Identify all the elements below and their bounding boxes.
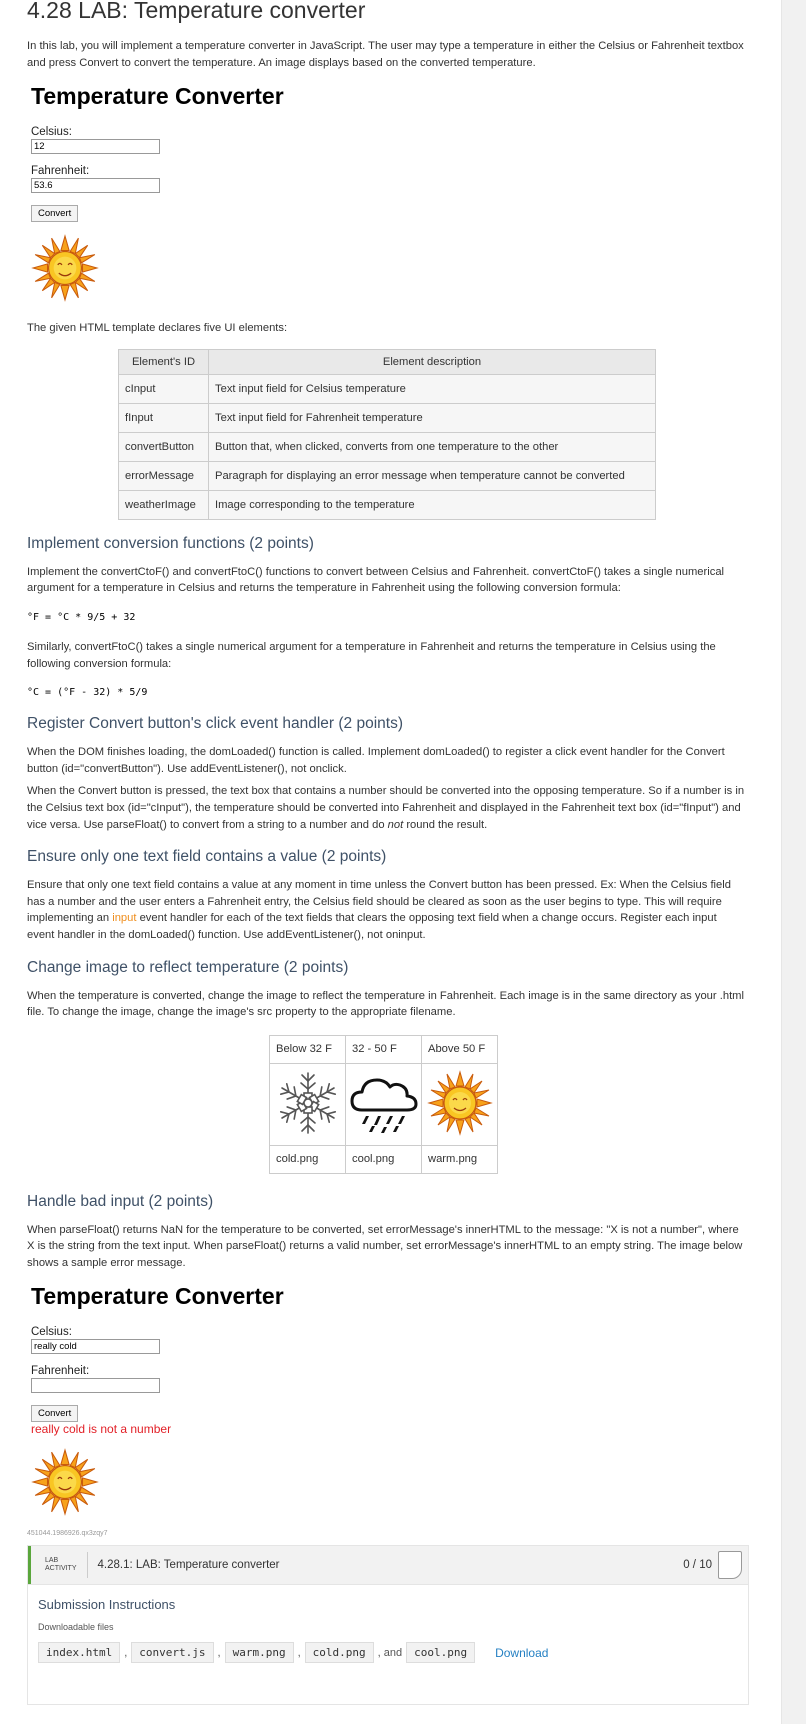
table-row bbox=[119, 490, 656, 519]
click-text-emphasis: not bbox=[387, 818, 404, 831]
fahrenheit-input[interactable] bbox=[31, 1378, 160, 1393]
file-chip: warm.png bbox=[225, 1642, 294, 1663]
image-paragraph: When the temperature is converted, change the image to reflect the temperature in Fahrenheit. Each image is in the same directory as your .html file. To change the image, change the image's src property to the appropriate filename. bbox=[27, 989, 744, 1019]
content-id: 451044.1986926.qx3zqy7 bbox=[27, 1530, 108, 1538]
formula-f-to-c: °C = (°F - 32) * 5/9 bbox=[27, 687, 148, 699]
fahrenheit-label: Fahrenheit: bbox=[31, 165, 90, 178]
lab-activity-name: 4.28.1: LAB: Temperature converter bbox=[97, 1559, 280, 1572]
click-text-c: round the result. bbox=[403, 818, 488, 831]
sun-icon bbox=[31, 1448, 99, 1516]
score-badge-icon bbox=[718, 1551, 742, 1579]
file-chip: convert.js bbox=[131, 1642, 213, 1663]
warm-image-cell bbox=[422, 1063, 498, 1145]
file-cool: cool.png bbox=[346, 1145, 422, 1173]
element-desc: Paragraph for displaying an error message when temperature cannot be converted bbox=[209, 461, 656, 490]
downloadable-files-label: Downloadable files bbox=[38, 1622, 114, 1633]
bad-input-paragraph: When parseFloat() returns NaN for the temperature to be converted, set errorMessage's innerHTML to the message: "X is not a number", where X is the string from the text input. When parseFloat() returns a valid number, set errorMessage's innerHTML to an empty string. The image below shows a sample error message. bbox=[27, 1223, 743, 1269]
lab-activity-tag bbox=[31, 1552, 88, 1578]
convert-button[interactable]: Convert bbox=[31, 205, 78, 222]
lab-tag-line-2: ACTIVITY bbox=[45, 1565, 77, 1573]
range-32-50: 32 - 50 F bbox=[346, 1035, 422, 1063]
intro-paragraph: In this lab, you will implement a temperature converter in JavaScript. The user may type a temperature in either the Celsius or Fahrenheit textbox and press Convert to convert the temperature. An image displays based on the converted temperature. bbox=[27, 40, 744, 69]
converter-demo-1 bbox=[27, 77, 747, 306]
celsius-label: Celsius: bbox=[31, 1326, 72, 1339]
celsius-label: Celsius: bbox=[31, 126, 72, 139]
one-field-paragraph bbox=[27, 877, 747, 943]
convert-button[interactable]: Convert bbox=[31, 1405, 78, 1422]
sun-icon bbox=[31, 234, 99, 302]
section-heading-one-field: Ensure only one text field contains a value (2 points) bbox=[27, 848, 387, 866]
file-separator: , bbox=[124, 1646, 128, 1659]
download-link[interactable]: Download bbox=[495, 1645, 549, 1660]
range-below-32: Below 32 F bbox=[270, 1035, 346, 1063]
snowflake-icon bbox=[273, 1068, 343, 1138]
page-title: 4.28 LAB: Temperature converter bbox=[27, 0, 366, 23]
element-id: convertButton bbox=[119, 432, 209, 461]
rain-cloud-icon bbox=[348, 1070, 420, 1136]
click-handler-paragraph-2 bbox=[27, 783, 747, 833]
click-handler-paragraph-1: When the DOM finishes loading, the domLoaded() function is called. Implement domLoaded() to register a click event handler for the Convert button (id="convertButton"). Use addEventListener(), not onclick. bbox=[27, 746, 725, 775]
file-warm: warm.png bbox=[422, 1145, 498, 1173]
cool-image-cell bbox=[346, 1063, 422, 1145]
element-desc: Text input field for Fahrenheit temperature bbox=[209, 403, 656, 432]
table-header-desc: Element description bbox=[209, 349, 656, 374]
section-heading-bad-input: Handle bad input (2 points) bbox=[27, 1192, 214, 1210]
demo-heading: Temperature Converter bbox=[31, 1283, 284, 1310]
scrollbar[interactable] bbox=[781, 0, 806, 1724]
sun-icon bbox=[427, 1070, 493, 1136]
file-chip: cold.png bbox=[305, 1642, 374, 1663]
section-heading-click-handler: Register Convert button's click event handler (2 points) bbox=[27, 715, 404, 733]
lab-activity-header bbox=[28, 1546, 748, 1584]
section-heading-conversion: Implement conversion functions (2 points) bbox=[27, 534, 314, 552]
file-chip: cool.png bbox=[406, 1642, 475, 1663]
one-field-text-c: event handler for each of the text fields that clears the opposing text field when a change occurs. Register each input event handler in the domLoaded() function. Use addEventListener(), not oninput. bbox=[27, 912, 717, 941]
file-cold: cold.png bbox=[270, 1145, 346, 1173]
elements-table bbox=[118, 349, 656, 520]
file-separator: , bbox=[297, 1646, 301, 1659]
image-table bbox=[269, 1035, 498, 1174]
file-separator: , bbox=[217, 1646, 221, 1659]
lab-activity bbox=[27, 1545, 749, 1705]
table-header-id: Element's ID bbox=[119, 349, 209, 374]
lab-page bbox=[27, 0, 747, 1705]
element-desc: Text input field for Celsius temperature bbox=[209, 374, 656, 403]
fahrenheit-label: Fahrenheit: bbox=[31, 1365, 90, 1378]
celsius-input[interactable]: really cold bbox=[31, 1339, 160, 1354]
element-id: cInput bbox=[119, 374, 209, 403]
conversion-paragraph-2: Similarly, convertFtoC() takes a single numerical argument for a temperature in Fahrenheit and returns the temperature in Celsius using the following conversion formula: bbox=[27, 640, 716, 670]
lab-tag-line-1: LAB bbox=[45, 1557, 59, 1565]
demo-heading: Temperature Converter bbox=[31, 83, 284, 110]
image-table-pictures bbox=[270, 1063, 498, 1145]
table-row bbox=[119, 403, 656, 432]
elements-intro: The given HTML template declares five UI elements: bbox=[27, 322, 288, 335]
section-heading-image: Change image to reflect temperature (2 points) bbox=[27, 958, 349, 976]
lab-score: 0 / 10 bbox=[683, 1559, 712, 1572]
one-field-text-a: Ensure that only one text field contains a value at any moment in time unless the Convert button has been pressed. Ex: When the Celsius field has a number and the user enters a Fahrenheit entry, the Celsius field should be cleared as soon as the user begins to type. This will require implementing an bbox=[27, 879, 731, 925]
element-desc: Image corresponding to the temperature bbox=[209, 490, 656, 519]
file-chip: index.html bbox=[38, 1642, 120, 1663]
table-header-row bbox=[119, 349, 656, 374]
range-above-50: Above 50 F bbox=[422, 1035, 498, 1063]
celsius-input[interactable]: 12 bbox=[31, 139, 160, 154]
lab-activity-body bbox=[28, 1584, 748, 1704]
submission-instructions-title: Submission Instructions bbox=[38, 1597, 176, 1613]
conversion-paragraph-1: Implement the convertCtoF() and convertFtoC() functions to convert between Celsius and Fahrenheit. convertCtoF() takes a single numerical argument for a temperature in Celsius and returns the temperature in Fahrenheit using the following conversion formula: bbox=[27, 565, 725, 595]
click-text-a: When the Convert button is pressed, the text box that contains a number should be converted into the opposing temperature. So if a number is in the Celsius text box (id="cInput"), the temperature should be converted into Fahrenheit and displayed in the Fahrenheit text box (id="fInput") and vice versa. Use parseFloat() to convert from a string to a number and do bbox=[27, 785, 745, 831]
formula-c-to-f: °F = °C * 9/5 + 32 bbox=[27, 611, 136, 623]
table-row bbox=[119, 374, 656, 403]
table-row bbox=[119, 432, 656, 461]
element-desc: Button that, when clicked, converts from one temperature to the other bbox=[209, 432, 656, 461]
fahrenheit-input[interactable]: 53.6 bbox=[31, 178, 160, 193]
element-id: weatherImage bbox=[119, 490, 209, 519]
table-row bbox=[119, 461, 656, 490]
image-table-files bbox=[270, 1145, 498, 1173]
image-table-header bbox=[270, 1035, 498, 1063]
cold-image-cell bbox=[270, 1063, 346, 1145]
file-separator: , and bbox=[377, 1646, 403, 1659]
input-keyword: input bbox=[112, 912, 137, 925]
error-message: really cold is not a number bbox=[31, 1422, 172, 1437]
converter-demo-2 bbox=[27, 1277, 747, 1520]
element-id: fInput bbox=[119, 403, 209, 432]
downloadable-files-list bbox=[38, 1642, 738, 1663]
element-id: errorMessage bbox=[119, 461, 209, 490]
